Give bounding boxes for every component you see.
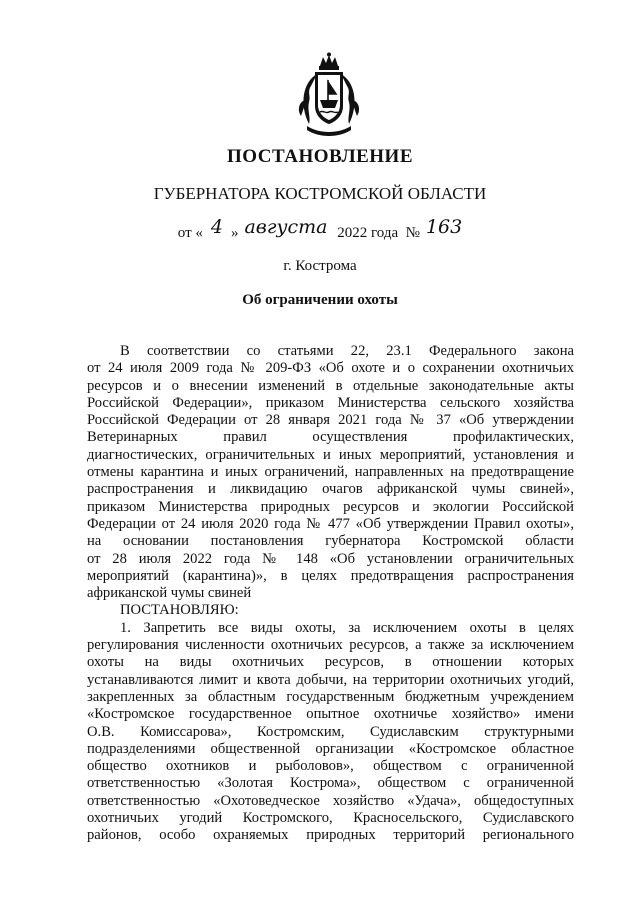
body-line: Федерации от 24 июля 2020 года № 477 «Об утверждении Правил охоты», xyxy=(87,515,574,532)
body-line: от 24 июля 2009 года № 209-ФЗ «Об охоте и о сохранении охотничьих xyxy=(87,360,574,377)
body-line: подразделениями общественной организации «Костромское областное xyxy=(87,740,574,757)
body-line: 1. Запретить все виды охоты, за исключением охоты в целях xyxy=(120,619,574,636)
body-line: устанавливаются лимит и квота добычи, на территории охотничьих угодий, xyxy=(87,671,574,688)
kostroma-coat-of-arms-icon xyxy=(293,52,365,138)
body-line: Российской Федерации от 28 января 2021 года № 37 «Об утверждении xyxy=(87,412,574,429)
body-line: регулирования численности охотничьих ресурсов, а также за исключением xyxy=(87,637,574,654)
number-sign: № xyxy=(405,225,420,241)
body-line: распространения и ликвидацию очагов африканской чумы свиней», xyxy=(87,481,574,498)
body-line: охотничьих угодий Костромского, Красносельского, Судиславского xyxy=(87,810,574,827)
document-body xyxy=(87,343,574,845)
document-title: ПОСТАНОВЛЕНИЕ xyxy=(226,146,414,167)
body-line: охоты на виды охотничьих ресурсов, в отношении которых xyxy=(87,654,574,671)
body-line: О.В. Комиссарова», Костромским, Судиславским структурными xyxy=(87,723,574,740)
body-line: «Костромское государственное опытное охотничье хозяйство» имени xyxy=(87,706,574,723)
date-prefix: от « xyxy=(177,225,203,241)
body-line: на основании постановления губернатора Костромской области xyxy=(87,533,574,550)
resolution-word: ПОСТАНОВЛЯЮ: xyxy=(120,602,239,619)
handwritten-day: 4 xyxy=(210,216,223,238)
body-line: общество охотников и рыболовов», обществом с ограниченной xyxy=(87,758,574,775)
document-subtitle: ГУБЕРНАТОРА КОСТРОМСКОЙ ОБЛАСТИ xyxy=(153,184,487,203)
handwritten-number: 163 xyxy=(425,216,463,238)
quote-close: » xyxy=(230,225,239,241)
date-line xyxy=(0,216,640,242)
year-text: 2022 года xyxy=(337,225,399,241)
body-line: африканской чумы свиней xyxy=(87,585,252,602)
body-line: отмены карантина и иных ограничений, направленных на предотвращение xyxy=(87,464,574,481)
body-line: ответственностью «Золотая Кострома», обществом с ограниченной xyxy=(87,775,574,792)
document-heading: Об ограничении охоты xyxy=(242,292,398,308)
body-line: от 28 июля 2022 года № 148 «Об установлении ограничительных xyxy=(87,550,574,567)
body-line: В соответствии со статьями 22, 23.1 Федерального закона xyxy=(120,343,574,359)
body-line: ресурсов и о внесении изменений в отдельные законодательные акты xyxy=(87,377,574,394)
body-line: ответственностью «Охотоведческое хозяйство «Удача», общедоступных xyxy=(87,792,574,809)
body-line: Российской Федерации», приказом Министерства сельского хозяйства xyxy=(87,394,574,411)
body-line: мероприятий (карантина)», в целях предотвращения распространения xyxy=(87,567,574,584)
body-line: диагностических, ограничительных и иных мероприятий, установления и xyxy=(87,446,574,463)
body-line: Ветеринарных правил осуществления профилактических, xyxy=(87,429,574,446)
body-line: приказом Министерства природных ресурсов и экологии Российской xyxy=(87,498,574,515)
body-line: районов, особо охраняемых природных территорий регионального xyxy=(87,827,574,844)
body-line: закрепленных за областным государственным бюджетным учреждением xyxy=(87,688,574,705)
handwritten-month: августа xyxy=(244,216,328,238)
city-name: г. Кострома xyxy=(283,258,357,274)
